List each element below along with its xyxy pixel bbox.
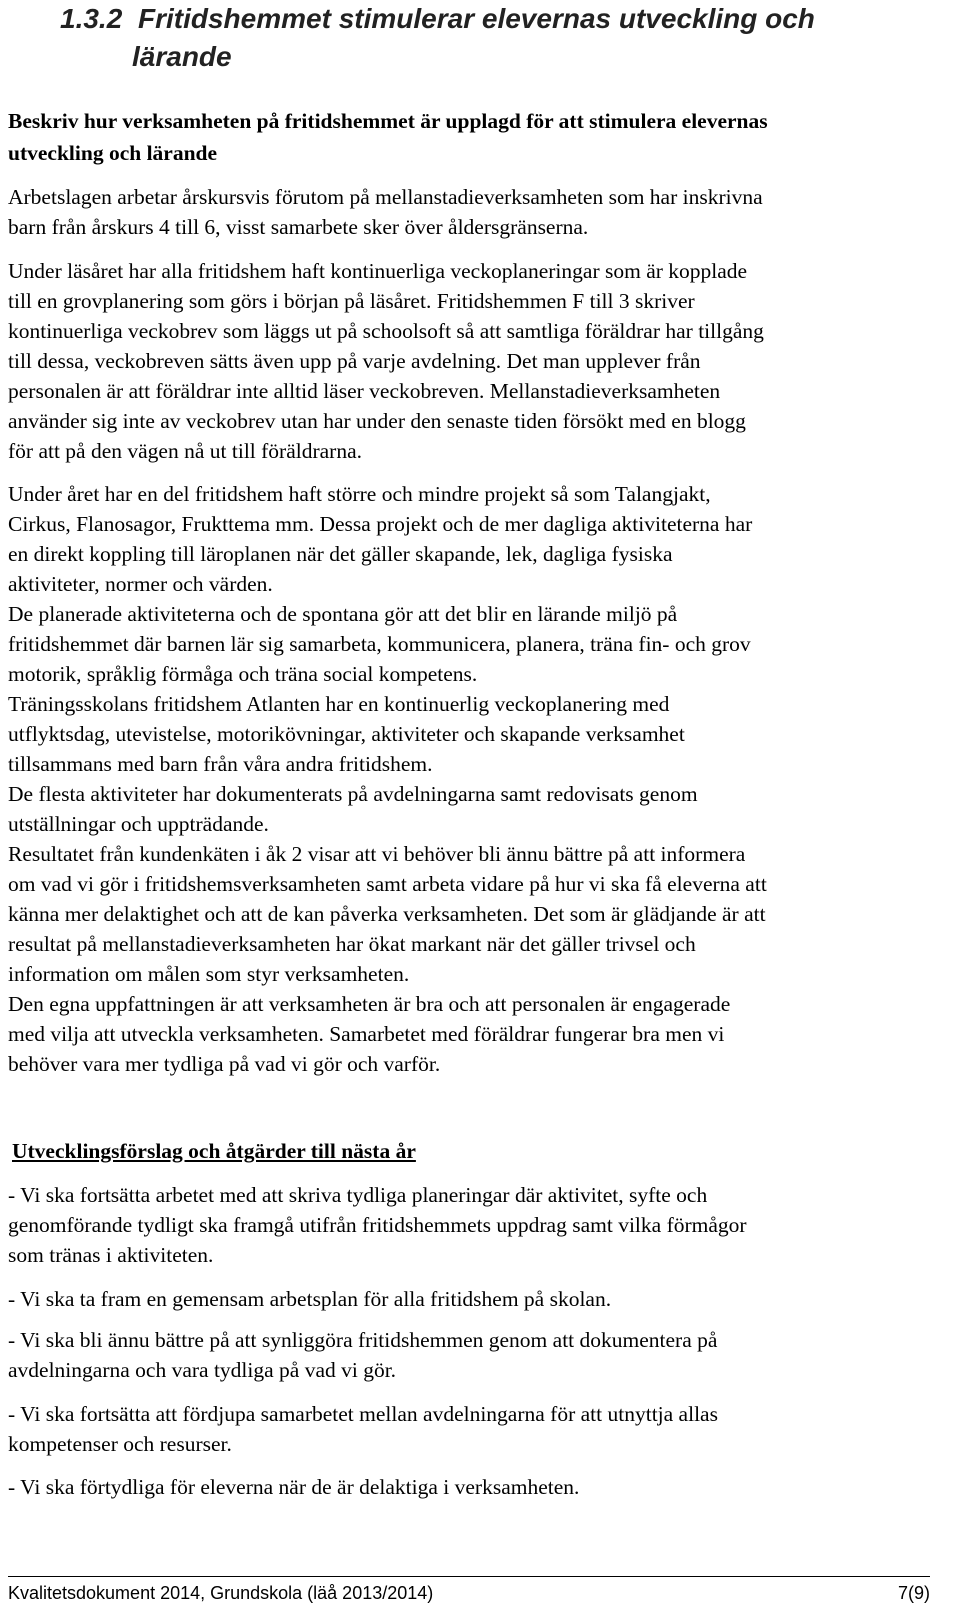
text-line: - Vi ska ta fram en gemensam arbetsplan för alla fritidshem på skolan. (8, 1287, 612, 1311)
text-line: aktiviteter, normer och värden. (8, 572, 273, 596)
section-number: 1.3.2 (60, 3, 123, 34)
text-line: kompetenser och resurser. (8, 1432, 232, 1456)
text-line: använder sig inte av veckobrev utan har under den senaste tiden försökt med en blogg (8, 409, 746, 433)
text-line: personalen är att föräldrar inte alltid läser veckobreven. Mellanstadieverksamheten (8, 379, 721, 403)
improvement-item (8, 1472, 943, 1502)
text-line: De flesta aktiviteter har dokumenterats på avdelningarna samt redovisats genom (8, 782, 698, 806)
section-title-line1: Fritidshemmet stimulerar elevernas utveckling och (138, 3, 815, 34)
text-line: fritidshemmet där barnen lär sig samarbeta, kommunicera, planera, träna fin- och grov (8, 632, 751, 656)
text-line: känna mer delaktighet och att de kan påverka verksamheten. Det som är glädjande är att (8, 902, 766, 926)
text-line: resultat på mellanstadieverksamheten har ökat markant när det gäller trivsel och (8, 932, 696, 956)
text-line: Under läsåret har alla fritidshem haft kontinuerliga veckoplaneringar som är kopplade (8, 259, 748, 283)
text-line: Cirkus, Flanosagor, Frukttema mm. Dessa projekt och de mer dagliga aktiviteterna har (8, 512, 753, 536)
text-line: Den egna uppfattningen är att verksamheten är bra och att personalen är engagerade (8, 992, 731, 1016)
text-line: som tränas i aktiviteten. (8, 1243, 214, 1267)
improvement-item (8, 1399, 943, 1459)
footer-divider (8, 1576, 930, 1577)
paragraph-1 (8, 182, 943, 242)
improvement-item (8, 1284, 943, 1314)
text-line: motorik, språklig förmåga och träna social kompetens. (8, 662, 478, 686)
text-line: - Vi ska förtydliga för eleverna när de är delaktiga i verksamheten. (8, 1475, 580, 1499)
text-line: - Vi ska fortsätta att fördjupa samarbetet mellan avdelningarna för att utnyttja allas (8, 1402, 718, 1426)
improvements-title: Utvecklingsförslag och åtgärder till nästa år (12, 1139, 416, 1163)
paragraph-3 (8, 479, 943, 1079)
text-line: Under året har en del fritidshem haft större och mindre projekt så som Talangjakt, (8, 482, 711, 506)
text-line: en direkt koppling till läroplanen när det gäller skapande, lek, dagliga fysiska (8, 542, 673, 566)
text-line: Träningsskolans fritidshem Atlanten har en kontinuerlig veckoplanering med (8, 692, 670, 716)
text-line: avdelningarna och vara tydliga på vad vi gör. (8, 1358, 397, 1382)
text-line: Arbetslagen arbetar årskursvis förutom på mellanstadieverksamheten som har inskrivna (8, 185, 763, 209)
question-line: utveckling och lärande (8, 141, 218, 165)
text-line: för att på den vägen nå ut till föräldrarna. (8, 439, 363, 463)
text-line: - Vi ska fortsätta arbetet med att skriva tydliga planeringar där aktivitet, syfte och (8, 1183, 708, 1207)
text-line: barn från årskurs 4 till 6, visst samarbete sker över åldersgränserna. (8, 215, 589, 239)
text-line: De planerade aktiviteterna och de spontana gör att det blir en lärande miljö på (8, 602, 678, 626)
text-line: tillsammans med barn från våra andra fritidshem. (8, 752, 433, 776)
text-line: Resultatet från kundenkäten i åk 2 visar att vi behöver bli ännu bättre på att informera (8, 842, 746, 866)
question-heading (8, 105, 948, 169)
text-line: till en grovplanering som görs i början på läsåret. Fritidshemmen F till 3 skriver (8, 289, 695, 313)
section-title-line2: lärande (132, 41, 232, 72)
improvement-item (8, 1180, 943, 1270)
text-line: utflyktsdag, utevistelse, motorikövningar, aktiviteter och skapande verksamhet (8, 722, 685, 746)
text-line: genomförande tydligt ska framgå utifrån fritidshemmets uppdrag samt vilka förmågor (8, 1213, 747, 1237)
page-number: 7(9) (897, 1583, 930, 1603)
paragraph-2 (8, 256, 943, 466)
text-line: - Vi ska bli ännu bättre på att synliggöra fritidshemmen genom att dokumentera på (8, 1328, 718, 1352)
text-line: behöver vara mer tydliga på vad vi gör och varför. (8, 1052, 441, 1076)
question-line: Beskriv hur verksamheten på fritidshemmet är upplagd för att stimulera elevernas (8, 109, 768, 133)
text-line: kontinuerliga veckobrev som läggs ut på schoolsoft så att samtliga föräldrar har tillgång (8, 319, 764, 343)
text-line: utställningar och uppträdande. (8, 812, 269, 836)
text-line: information om målen som styr verksamheten. (8, 962, 410, 986)
section-heading (60, 0, 940, 76)
footer-document-title: Kvalitetsdokument 2014, Grundskola (läå 2013/2014) (8, 1583, 434, 1603)
text-line: till dessa, veckobreven sätts även upp på varje avdelning. Det man upplever från (8, 349, 701, 373)
text-line: med vilja att utveckla verksamheten. Samarbetet med föräldrar fungerar bra men vi (8, 1022, 725, 1046)
text-line: om vad vi gör i fritidshemsverksamheten samt arbeta vidare på hur vi ska få eleverna att (8, 872, 767, 896)
improvement-item (8, 1325, 943, 1385)
